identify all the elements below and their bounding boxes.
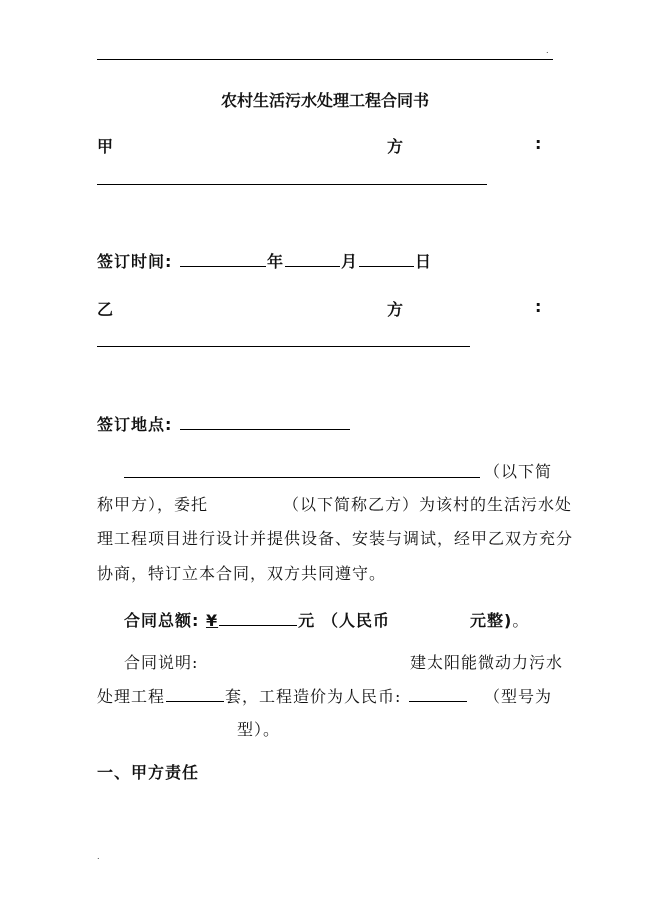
intro-village-blank[interactable] bbox=[124, 477, 480, 478]
currency-symbol: ¥ bbox=[205, 611, 219, 630]
desc-line2-b: 套，工程造价为人民币: bbox=[225, 687, 402, 706]
total-amount-blank[interactable] bbox=[219, 624, 297, 626]
party-a-blank[interactable] bbox=[97, 184, 487, 185]
intro-line3: 理工程项目进行设计并提供设备、安装与调试，经甲乙双方充分 bbox=[97, 529, 574, 548]
year-label: 年 bbox=[266, 252, 284, 271]
intro-line4: 协商，特订立本合同，双方共同遵守。 bbox=[97, 564, 387, 583]
party-b-label-char1: 乙 bbox=[97, 300, 115, 319]
cost-blank[interactable] bbox=[409, 700, 467, 702]
total-label: 合同总额: bbox=[124, 611, 200, 630]
party-a-label-char2: 方 bbox=[387, 137, 405, 156]
yuan-label: 元 bbox=[298, 611, 316, 630]
sign-time-label: 签订时间: bbox=[97, 252, 173, 271]
party-a-colon: : bbox=[535, 134, 543, 153]
section-heading: 一、甲方责任 bbox=[97, 763, 200, 782]
total-whole-row bbox=[470, 608, 529, 631]
total-end: 。 bbox=[512, 611, 530, 630]
party-b-blank[interactable] bbox=[97, 346, 470, 347]
total-row bbox=[124, 608, 315, 631]
day-blank[interactable] bbox=[359, 265, 414, 267]
party-b-label-char2: 方 bbox=[387, 300, 405, 319]
desc-line3: 型）。 bbox=[237, 720, 281, 739]
sign-place-label: 签订地点: bbox=[97, 415, 173, 434]
desc-line2-c: （型号为 bbox=[484, 687, 553, 706]
intro-line2-b: （以下简称乙方）为该村的生活污水处 bbox=[283, 495, 573, 514]
sign-place-blank[interactable] bbox=[180, 428, 350, 430]
sign-place-row bbox=[97, 412, 351, 435]
month-blank[interactable] bbox=[285, 265, 340, 267]
desc-line2-a: 处理工程 bbox=[97, 687, 166, 706]
set-count-blank[interactable] bbox=[166, 700, 224, 702]
intro-line1-suffix: （以下简 bbox=[484, 462, 553, 481]
document-title: 农村生活污水处理工程合同书 bbox=[220, 91, 429, 110]
header-rule bbox=[97, 59, 553, 60]
desc-label: 合同说明: bbox=[124, 653, 199, 672]
party-a-label-char1: 甲 bbox=[97, 137, 115, 156]
sign-time-row bbox=[97, 249, 432, 272]
year-blank[interactable] bbox=[180, 265, 266, 267]
header-dot: . bbox=[546, 46, 549, 55]
month-label: 月 bbox=[341, 252, 359, 271]
whole-label: 元整) bbox=[470, 611, 513, 630]
party-b-colon: : bbox=[535, 297, 543, 316]
day-label: 日 bbox=[415, 252, 433, 271]
intro-line2-a: 称甲方），委托 bbox=[97, 495, 209, 514]
footer-dot: . bbox=[97, 852, 100, 861]
desc-right: 建太阳能微动力污水 bbox=[410, 653, 564, 672]
rmb-label: （人民币 bbox=[322, 611, 391, 630]
desc-line2 bbox=[97, 684, 468, 707]
